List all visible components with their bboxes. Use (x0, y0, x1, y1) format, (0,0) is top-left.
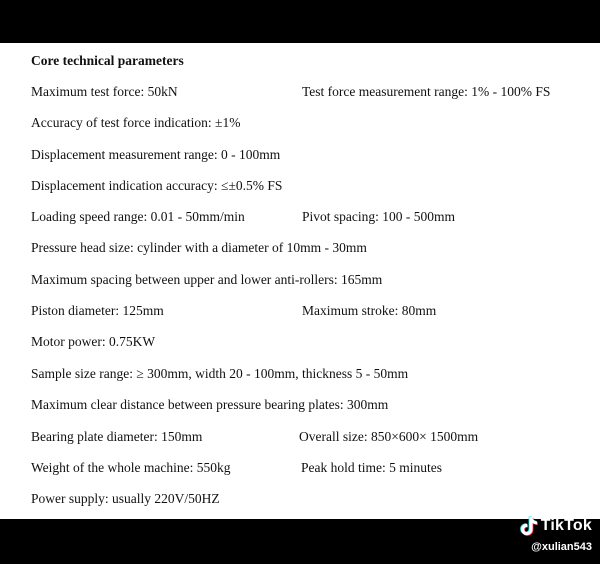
tiktok-logo (520, 516, 592, 536)
row-left: Maximum test force: 50kN (31, 84, 178, 99)
row-displacement-accuracy (31, 178, 282, 194)
heading: Core technical parameters (31, 53, 184, 68)
row-left: Weight of the whole machine: 550kg (31, 460, 231, 475)
row-left: Displacement indication accuracy: ≤±0.5% FS (31, 178, 283, 193)
row-left: Accuracy of test force indication: ±1% (31, 115, 241, 130)
row-right: Maximum stroke: 80mm (302, 303, 437, 318)
row-left: Maximum spacing between upper and lower anti-rollers: 165mm (31, 272, 383, 287)
row-left: Power supply: usually 220V/50HZ (31, 491, 220, 506)
row-accuracy (31, 115, 240, 131)
row-right: Peak hold time: 5 minutes (301, 460, 442, 475)
row-loading-speed (31, 209, 455, 225)
tiktok-brand: TikTok (540, 517, 592, 534)
row-left: Piston diameter: 125mm (31, 303, 164, 318)
row-piston (31, 303, 437, 319)
row-weight (31, 460, 442, 476)
row-displacement-range (31, 147, 280, 163)
row-clear-distance (31, 397, 388, 413)
row-sample-size (31, 366, 408, 382)
row-power-supply (31, 491, 220, 507)
tiktok-handle: @xulian543 (531, 541, 592, 553)
tiktok-note-icon (520, 516, 538, 536)
row-bearing-plate (31, 429, 479, 445)
row-left: Motor power: 0.75KW (31, 334, 156, 349)
row-pressure-head (31, 240, 367, 256)
parameters-sheet (0, 43, 600, 519)
row-left: Pressure head size: cylinder with a diameter of 10mm - 30mm (31, 240, 367, 255)
row-left: Sample size range: ≥ 300mm, width 20 - 100mm, thickness 5 - 50mm (31, 366, 409, 381)
row-left: Bearing plate diameter: 150mm (31, 429, 203, 444)
row-right: Pivot spacing: 100 - 500mm (302, 209, 455, 224)
tiktok-watermark (500, 512, 592, 558)
row-anti-rollers (31, 272, 382, 288)
row-max-test-force (31, 84, 551, 100)
row-right: Test force measurement range: 1% - 100% FS (302, 84, 551, 99)
row-left: Loading speed range: 0.01 - 50mm/min (31, 209, 245, 224)
row-left: Displacement measurement range: 0 - 100mm (31, 147, 281, 162)
row-left: Maximum clear distance between pressure bearing plates: 300mm (31, 397, 389, 412)
row-motor-power (31, 334, 155, 350)
row-right: Overall size: 850×600× 1500mm (299, 429, 479, 444)
